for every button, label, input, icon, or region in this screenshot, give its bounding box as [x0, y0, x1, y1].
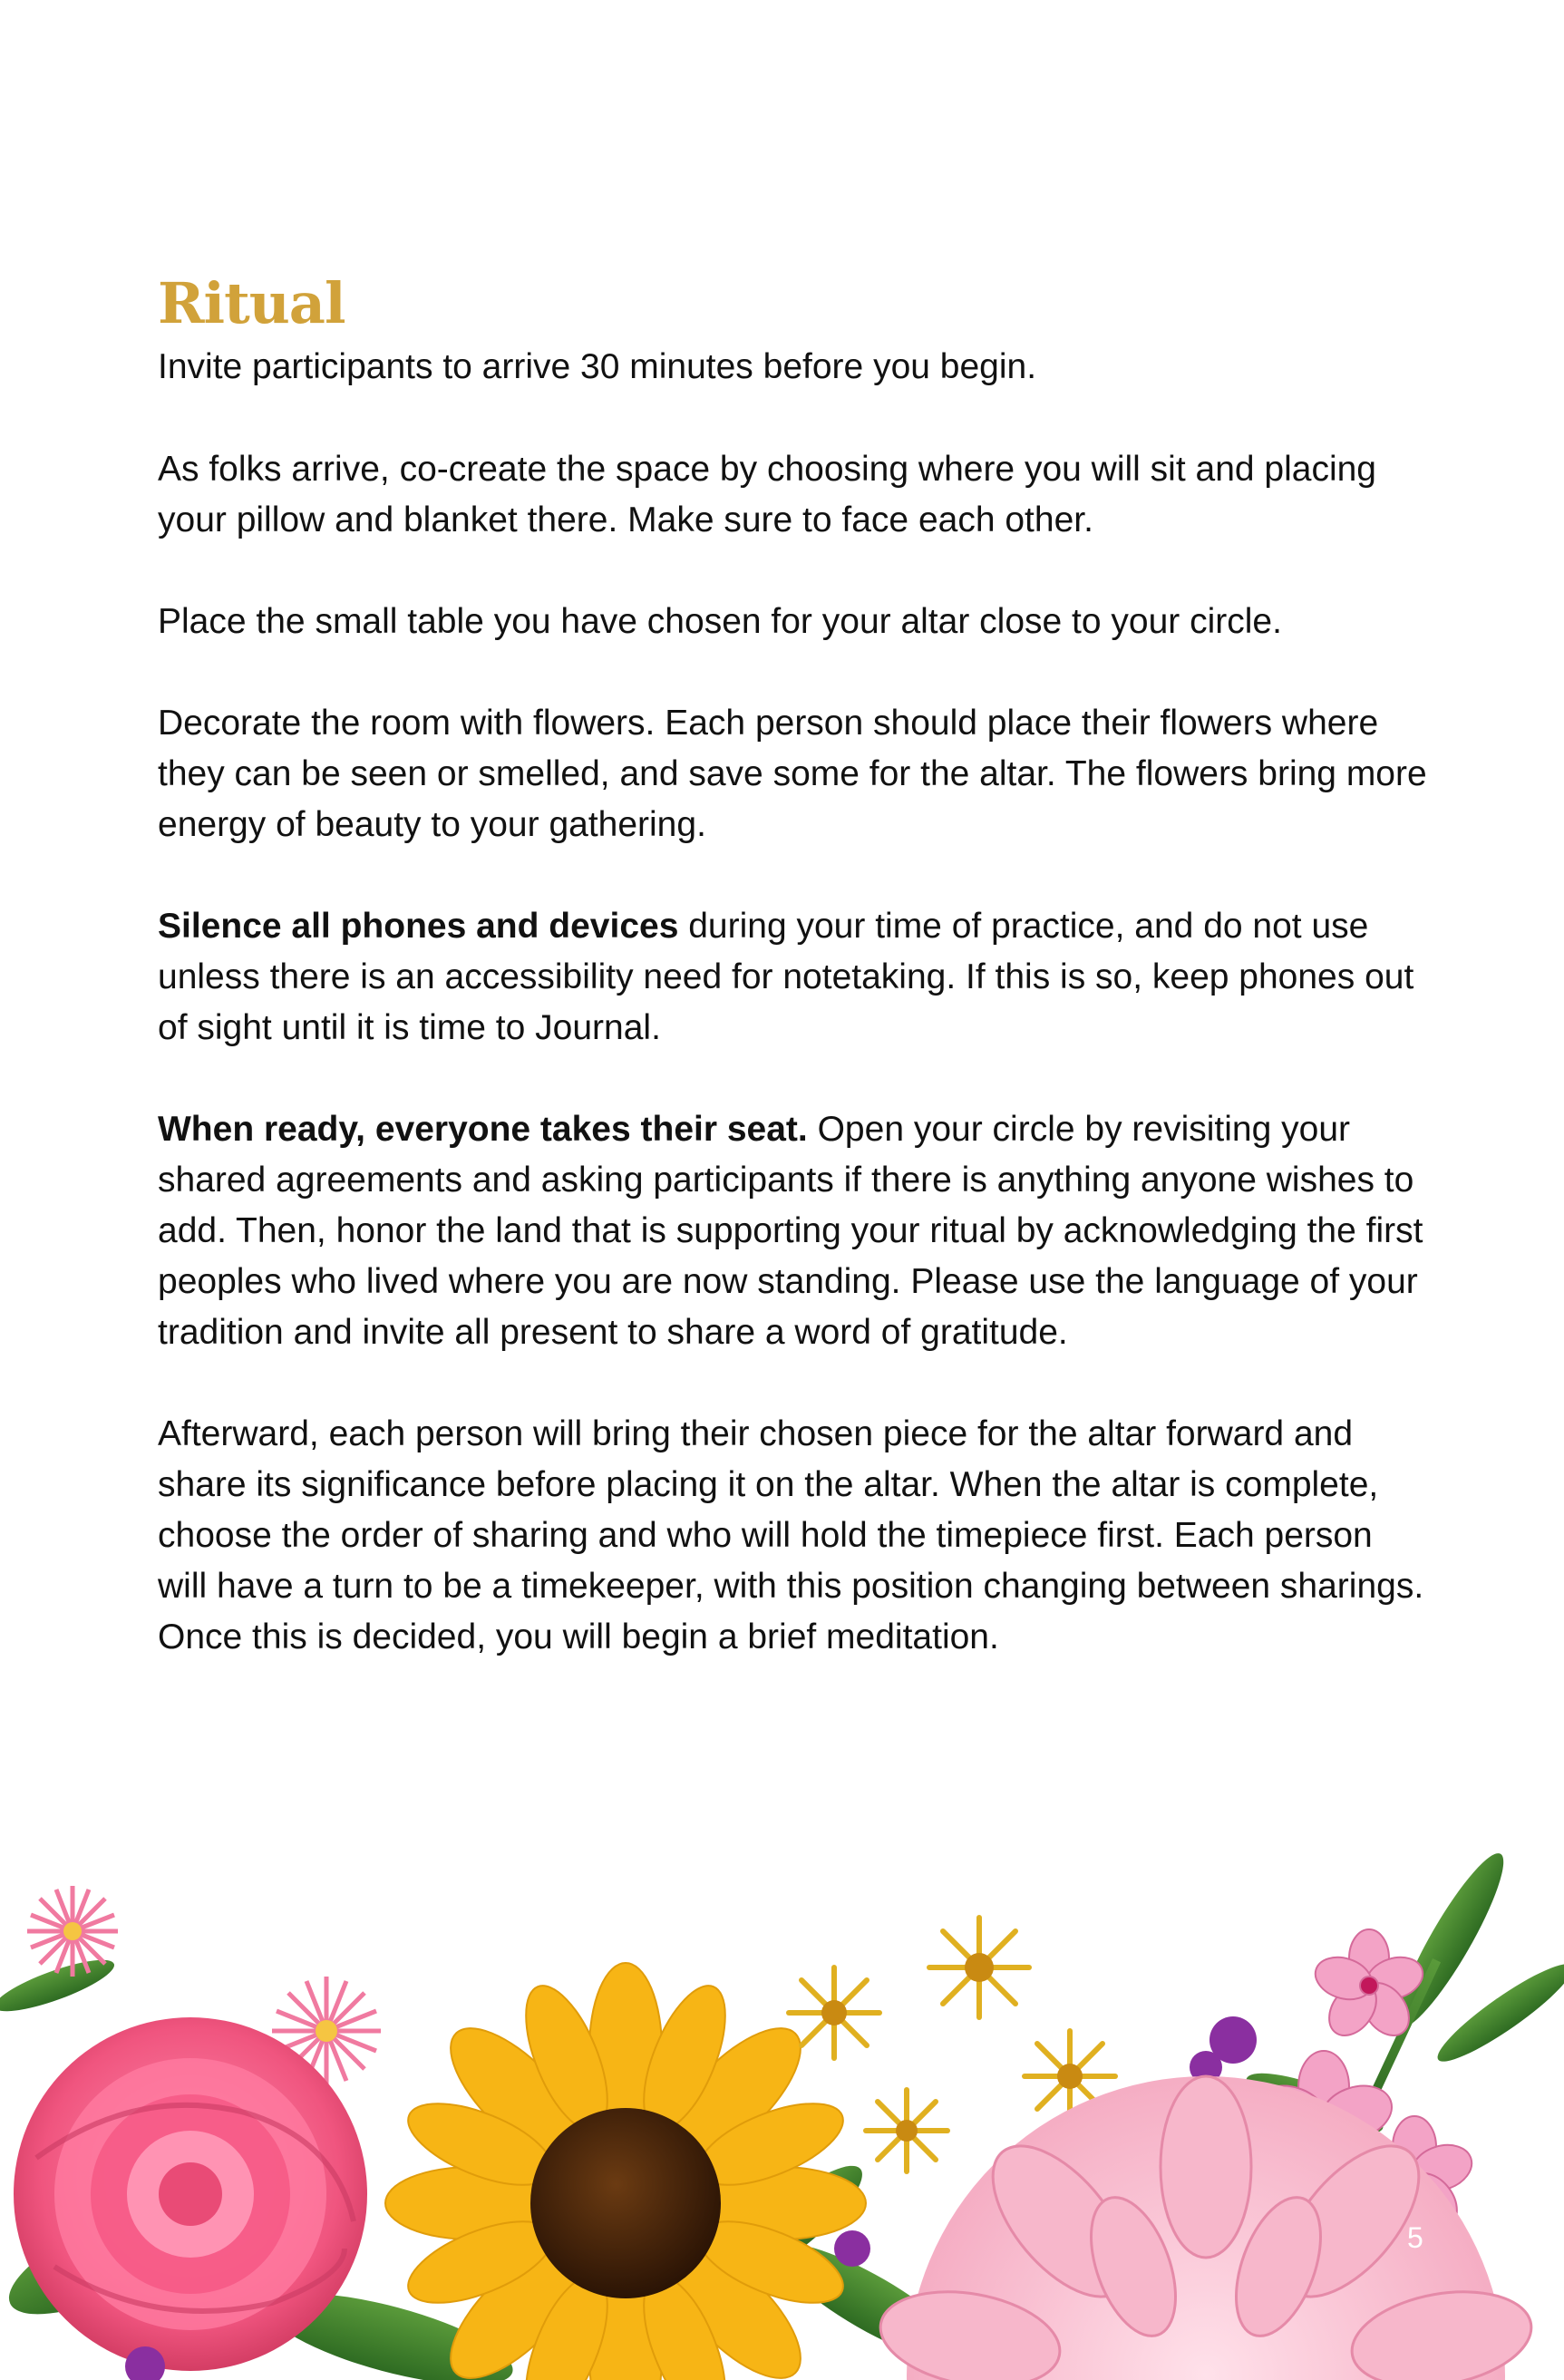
paragraph-text: Decorate the room with flowers. Each person should place their flowers where they can be seen or smelled, and save some for the altar. The flowers bring more energy of beauty to your gathering. [158, 704, 1427, 844]
dahlia [873, 2076, 1539, 2380]
main-content [158, 267, 1427, 1714]
paragraph-text: Open your circle by revisiting your shared agreements and asking participants if there is anything anyone wishes to add. Then, honor the land that is supporting your ritual by acknowledging the first peoples who lived where you are now standing. Please use the language of your tradition and invite all present to share a word of gratitude. [158, 1110, 1423, 1352]
paragraph-text: during your time of practice, and do not use unless there is an accessibility need for notetaking. If this is so, keep phones out of sight until it is time to Journal. [158, 907, 1414, 1047]
paragraph-sharing [158, 1409, 1427, 1663]
page-number: 5 [1407, 2221, 1423, 2254]
flower-illustration [0, 1831, 1564, 2380]
paragraph-flowers [158, 698, 1427, 850]
paragraph-space [158, 444, 1427, 546]
paragraph-seating [158, 1104, 1427, 1358]
paragraph-arrival [158, 342, 1427, 393]
paragraph-text: Place the small table you have chosen for your altar close to your circle. [158, 602, 1282, 641]
paragraph-text: Afterward, each person will bring their chosen piece for the altar forward and share its significance before placing it on the altar. When the altar is complete, choose the order of sharing and who will hold the timepiece first. Each person will have a turn to be a timekeeper, with this position changing between sharings. Once this is decided, you will begin a brief meditation. [158, 1414, 1424, 1656]
paragraph-text: As folks arrive, co-create the space by choosing where you will sit and placing your pillow and blanket there. Make sure to face each other. [158, 450, 1376, 539]
peony [14, 2017, 367, 2371]
page-title: Ritual [158, 270, 345, 336]
paragraph-bold-lead: Silence all phones and devices [158, 907, 679, 946]
sunflower [385, 1963, 866, 2380]
paragraph-altar-table [158, 597, 1427, 647]
flower-border-image [0, 1831, 1564, 2380]
paragraph-bold-lead: When ready, everyone takes their seat. [158, 1110, 808, 1149]
paragraph-devices [158, 901, 1427, 1054]
paragraph-text: Invite participants to arrive 30 minutes before you begin. [158, 347, 1037, 386]
